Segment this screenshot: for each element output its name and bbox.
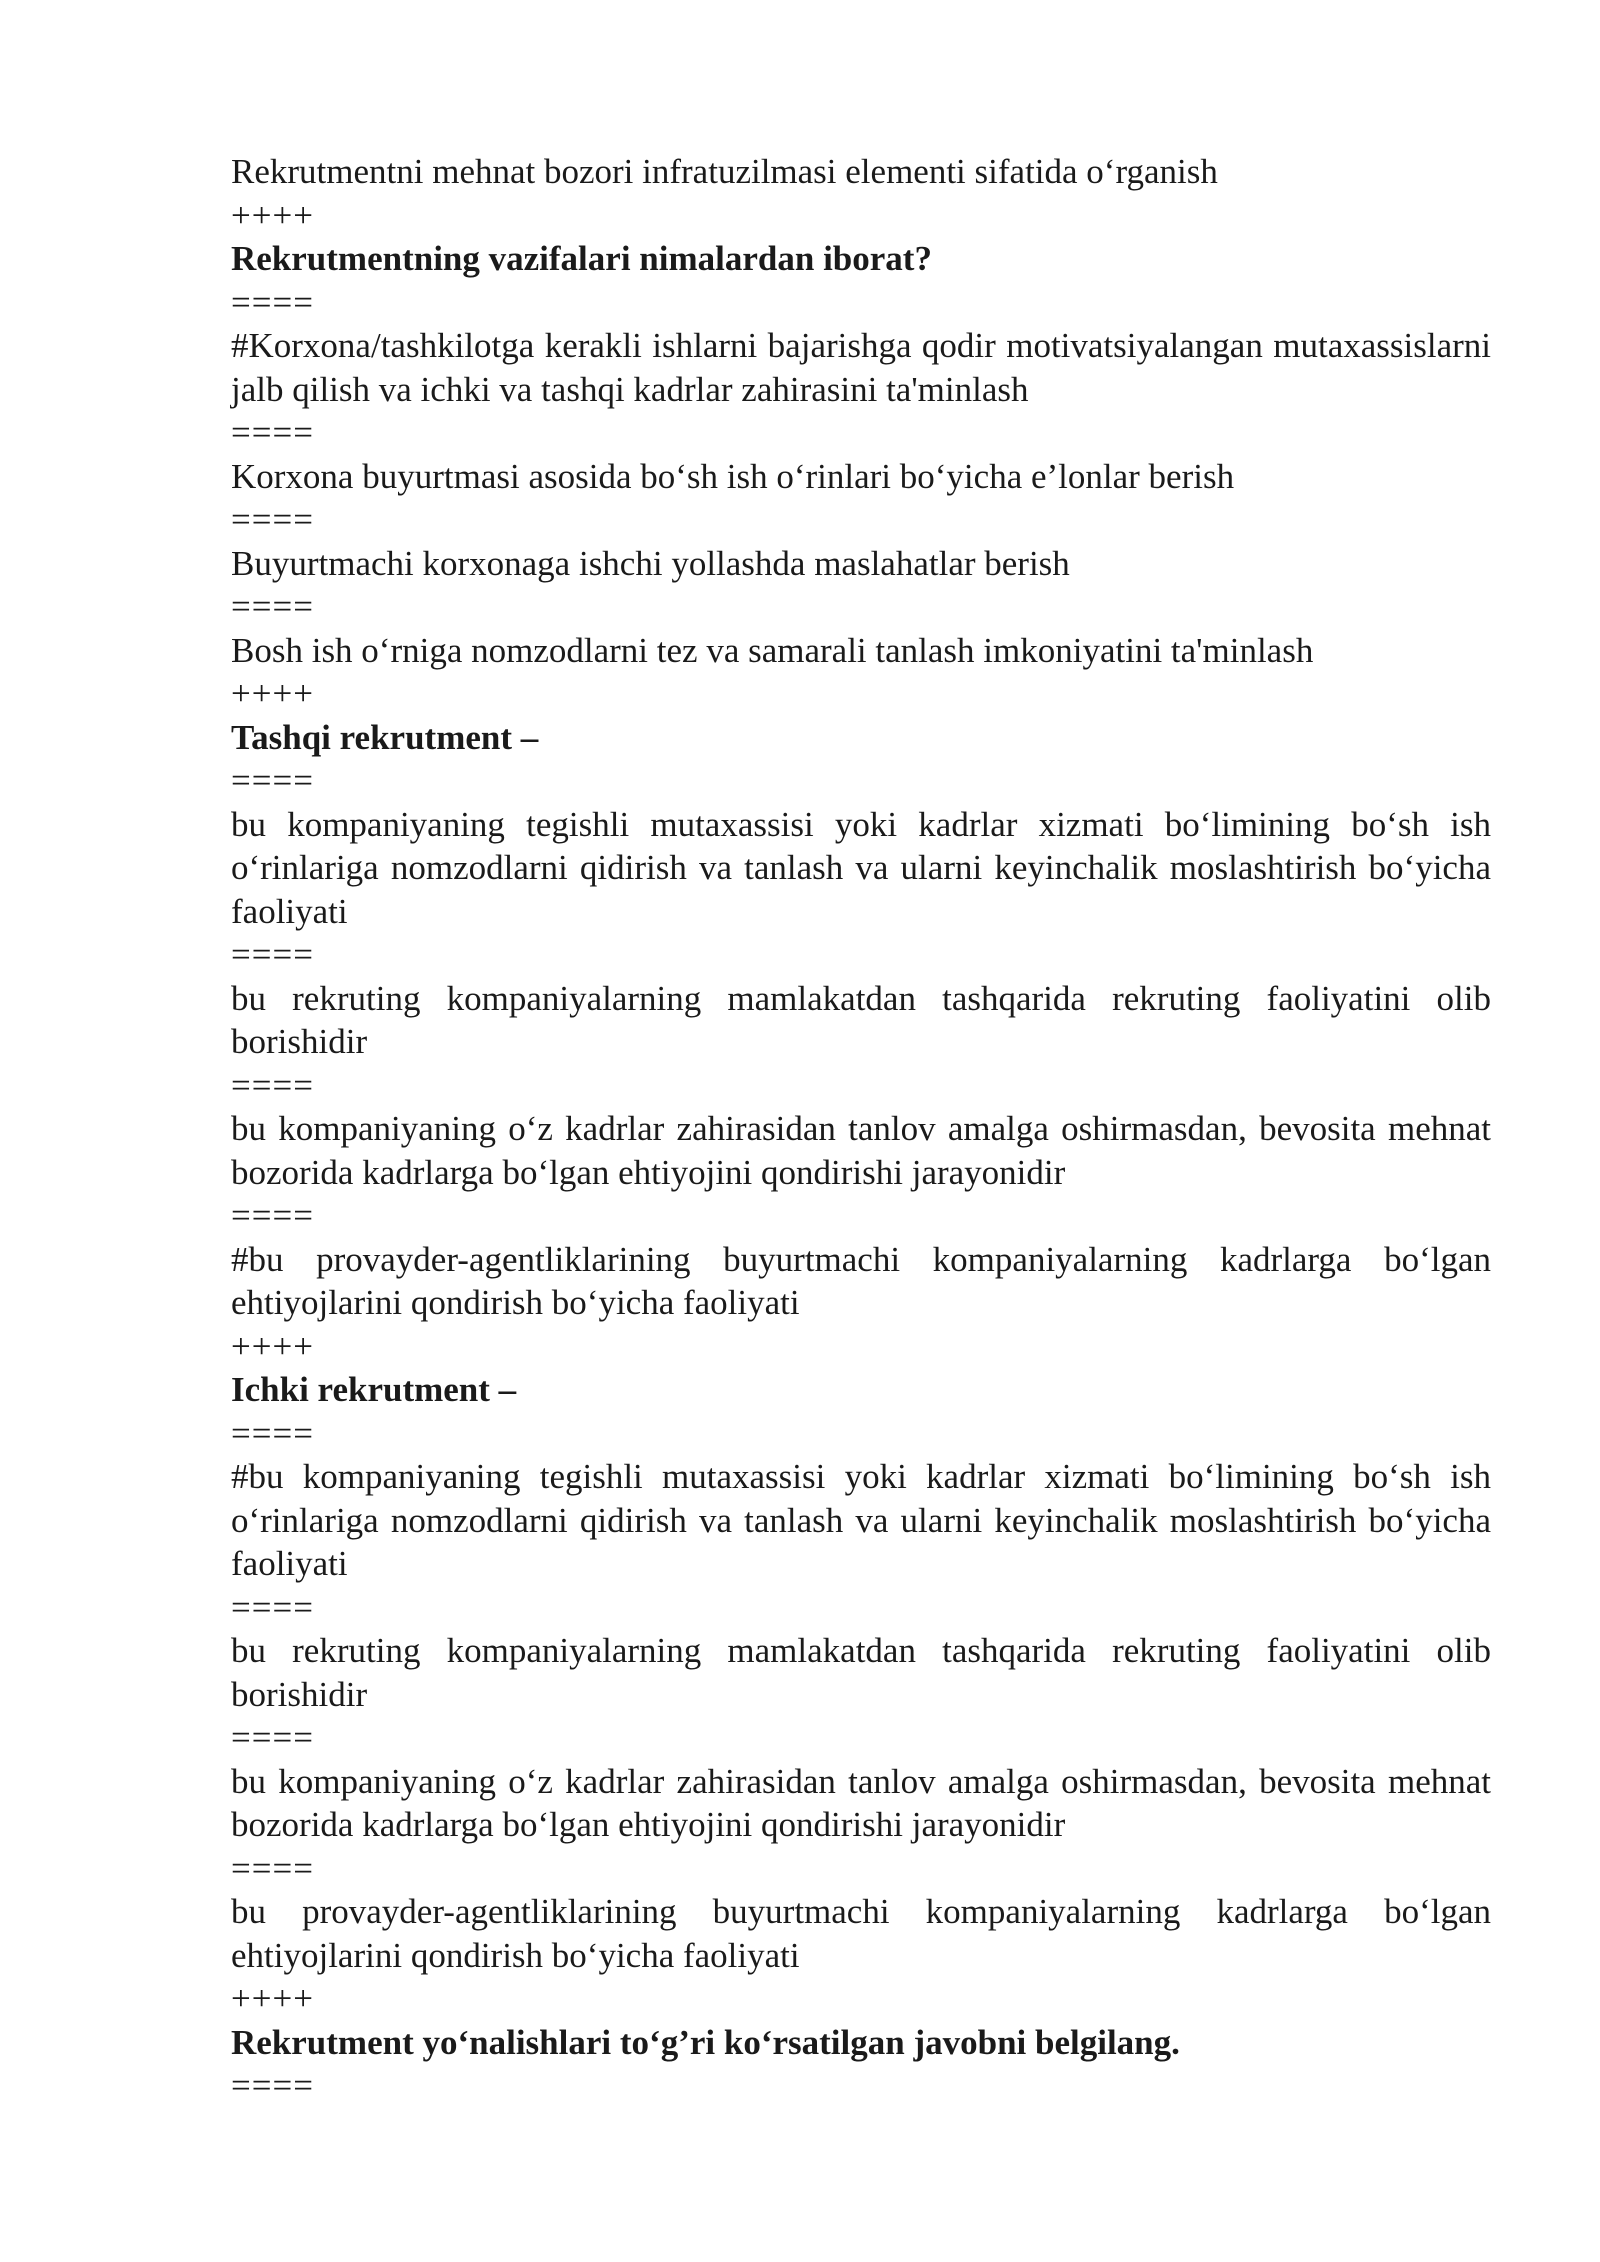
- document-page: [231, 150, 1491, 2108]
- answer-option: Korxona buyurtmasi asosida bo‘sh ish o‘rinlari bo‘yicha e’lonlar berish: [231, 456, 1235, 496]
- answer-option: bu rekruting kompaniyalarning mamlakatdan tashqarida rekruting faoliyatini olib borishidir: [231, 1631, 1491, 1714]
- question-separator: ++++: [231, 674, 314, 713]
- answer-option: bu kompaniyaning tegishli mutaxassisi yoki kadrlar xizmati bo‘limining bo‘sh ish o‘rinlariga nomzodlarni qidirish va tanlash va ularni keyinchalik moslashtirish bo‘yicha faoliyati: [231, 804, 1491, 931]
- answer-option: #bu provayder-agentliklarining buyurtmachi kompaniyalarning kadrlarga bo‘lgan ehtiyojlarini qondirish bo‘yicha faoliyati: [231, 1239, 1491, 1322]
- answer-option: #bu kompaniyaning tegishli mutaxassisi yoki kadrlar xizmati bo‘limining bo‘sh ish o‘rinlariga nomzodlarni qidirish va tanlash va ularni keyinchalik moslashtirish bo‘yicha faoliyati: [231, 1457, 1491, 1583]
- answer-separator: ====: [231, 282, 314, 322]
- answer-separator: ====: [231, 761, 314, 800]
- answer-option: bu rekruting kompaniyalarning mamlakatdan tashqarida rekruting faoliyatini olib borishidir: [231, 978, 1491, 1061]
- answer-option: Bosh ish o‘rniga nomzodlarni tez va samarali tanlash imkoniyatini ta'minlash: [231, 630, 1314, 670]
- answer-separator: ====: [231, 1587, 314, 1627]
- question-separator: ++++: [231, 1979, 314, 2018]
- answer-option: bu kompaniyaning o‘z kadrlar zahirasidan tanlov amalga oshirmasdan, bevosita mehnat bozorida kadrlarga bo‘lgan ehtiyojini qondirishi jarayonidir: [231, 1109, 1491, 1192]
- question-title: Rekrutment yo‘nalishlari to‘g’ri ko‘rsatilgan javobni belgilang.: [231, 2022, 1180, 2062]
- question-separator: ++++: [231, 1326, 314, 1366]
- answer-separator: ====: [231, 500, 314, 539]
- answer-option: bu provayder-agentliklarining buyurtmachi kompaniyalarning kadrlarga bo‘lgan ehtiyojlarini qondirish bo‘yicha faoliyati: [231, 1892, 1491, 1975]
- answer-separator: ====: [231, 1065, 314, 1105]
- answer-separator: ====: [231, 587, 314, 626]
- answer-option: Buyurtmachi korxonaga ishchi yollashda maslahatlar berish: [231, 543, 1070, 583]
- question-title: Ichki rekrutment –: [231, 1370, 517, 1409]
- answer-separator: ====: [231, 1196, 314, 1235]
- question-title: Tashqi rekrutment –: [231, 717, 539, 757]
- question-separator: ++++: [231, 195, 314, 235]
- answer-option: bu kompaniyaning o‘z kadrlar zahirasidan tanlov amalga oshirmasdan, bevosita mehnat bozorida kadrlarga bo‘lgan ehtiyojini qondirishi jarayonidir: [231, 1761, 1491, 1844]
- question-title: Rekrutmentning vazifalari nimalardan iborat?: [231, 239, 932, 278]
- answer-separator: ====: [231, 1848, 314, 1888]
- answer-separator: ====: [231, 935, 314, 974]
- answer-option: #Korxona/tashkilotga kerakli ishlarni bajarishga qodir motivatsiyalangan mutaxassislarni jalb qilish va ichki va tashqi kadrlar zahirasini ta'minlash: [231, 326, 1491, 409]
- answer-separator: ====: [231, 1718, 314, 1757]
- answer-separator: ====: [231, 1413, 314, 1453]
- intro-line: Rekrutmentni mehnat bozori infratuzilmasi elementi sifatida o‘rganish: [231, 152, 1218, 191]
- answer-separator: ====: [231, 2066, 314, 2105]
- answer-separator: ====: [231, 413, 314, 452]
